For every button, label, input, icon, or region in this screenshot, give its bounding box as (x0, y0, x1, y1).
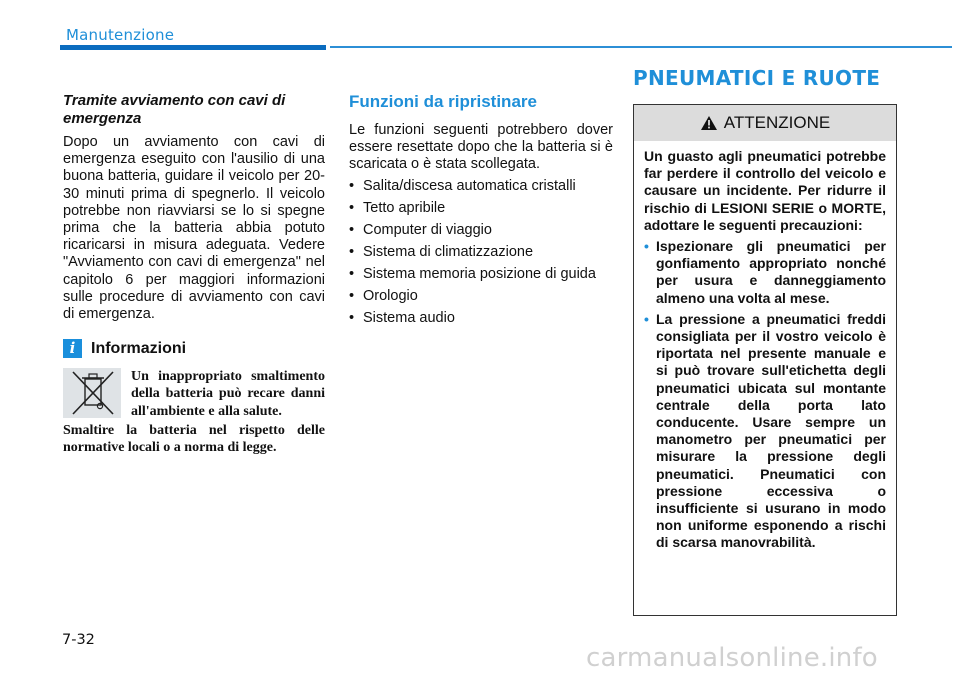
section-label: Manutenzione (66, 26, 175, 44)
list-item: • Computer di viaggio (349, 222, 492, 239)
jump-start-paragraph: Dopo un avviamento con cavi di emergenza eseguito con l'ausilio di una buona batteria, guidare il veicolo per 20-30 minuti prima di spegnerlo. Il veicolo potrebbe non riavviarsi se lo si spegne prima che la batteria abbia potuto ricaricarsi in misura adeguata. Vedere "Avviamento con cavi di emergenza" nel capitolo 6 per maggiori informazioni sulle procedure di avviamento con cavi di emergenza. (63, 134, 325, 323)
crossed-out-bin-icon (63, 368, 121, 418)
page-number: 7-32 (62, 632, 95, 648)
list-item: • Ispezionare gli pneumatici per gonfiamento appropriato nonché per usura e danneggiamento almeno una volta al mese. (644, 238, 886, 306)
list-item: • Tetto apribile (349, 200, 446, 217)
reset-functions-list (349, 178, 613, 327)
list-item: • La pressione a pneumatici freddi consigliata per il vostro veicolo è riportata nel presente manuale e si può trovare sull'etichetta degli pneumatici ubicata sul montante centrale della porta lato conducente. Usare sempre un manometro per pneumatici per misurare la pressione degli pneumatici. Pneumatici con pressione eccessiva o insufficiente si usurano in modo non uniforme esponendo a rischi di scarsa manovrabilità. (644, 310, 886, 551)
header-bar-dark (60, 45, 326, 50)
warning-body (634, 141, 896, 552)
list-item: • Sistema memoria posizione di guida (349, 266, 596, 283)
list-item: • Sistema audio (349, 310, 455, 327)
reset-functions-heading: Funzioni da ripristinare (349, 92, 537, 111)
list-item: • Orologio (349, 288, 418, 305)
disposal-note (63, 368, 325, 420)
column-left (63, 92, 325, 456)
reset-functions-intro: Le funzioni seguenti potrebbero dover essere resettate dopo che la batteria si è scaricata o è stata scollegata. (349, 122, 613, 173)
info-icon: i (63, 339, 82, 358)
header-bar-light (330, 46, 952, 48)
list-item: • Salita/discesa automatica cristalli (349, 178, 576, 195)
warning-list (644, 238, 886, 552)
info-title: Informazioni (91, 339, 187, 357)
warning-header (634, 105, 896, 141)
chapter-title: PNEUMATICI E RUOTE (633, 66, 881, 90)
jump-start-heading: Tramite avviamento con cavi di emergenza (63, 92, 286, 127)
warning-intro: Un guasto agli pneumatici potrebbe far perdere il controllo del veicolo e causare un incidente. Per ridurre il rischio di LESIONI SERIE o MORTE, adottare le seguenti precauzioni: (644, 148, 886, 233)
watermark: carmanualsonline.info (586, 643, 878, 673)
warning-triangle-icon (700, 115, 718, 131)
disposal-instruction-text: Smaltire la batteria nel rispetto delle normative locali o a norma di legge. (63, 422, 325, 456)
list-item: • Sistema di climatizzazione (349, 244, 534, 261)
disposal-warning-text: Un inappropriato smaltimento della batteria può recare danni all'ambiente e alla salute. (131, 369, 325, 419)
warning-box (633, 104, 897, 616)
warning-label: ATTENZIONE (723, 113, 831, 132)
column-right (633, 66, 896, 616)
info-header (63, 339, 325, 358)
column-middle (349, 92, 613, 328)
